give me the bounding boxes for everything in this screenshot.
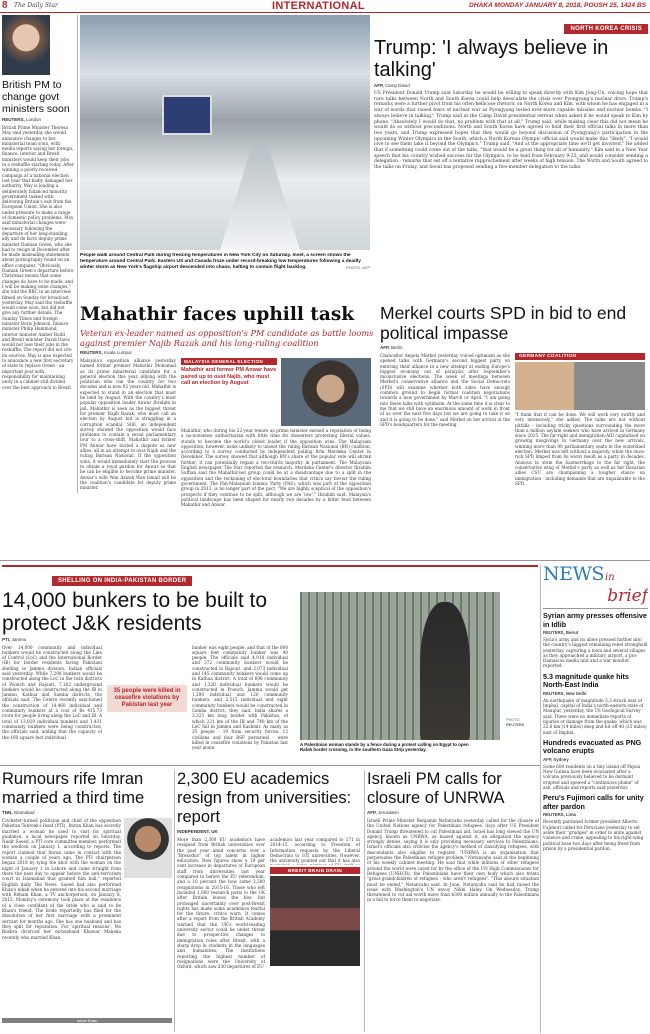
- brief-item: [543, 739, 648, 790]
- woman-figure: [420, 602, 470, 740]
- bunkers-col2: bunker was eight people, and that of the 800 square feet community bunker was 40 people. The officials said 4,918 individual and 372 community bunkers would be constructed in Rajouri, and 2,073 individual and 145 community bunkers would come up in Kathua district. A total of 698 community and 1,320 individual bunkers would be constructed in Poonch. Jammu would get 1,200 individual and 120 community bunkers, and 2,515 individual and eight community bunkers would be constructed in Samba district, they said. India shares a 3,323 km long border with Pakistan, of which 221 km of the IB and 740 km of the LoC fall in Jammu and Kashmir. As many as 35 people - 19 from security forces, 12 civilians and four BSF personnel - were killed in ceasefire violations by Pakistan last year alone.: [192, 644, 288, 751]
- merkel-kicker: GERMANY COALITION: [515, 353, 645, 360]
- gaza-credit: [506, 718, 536, 728]
- brief-item-source: REUTERS, Lima: [543, 812, 576, 818]
- bunkers-byline-agency: PTI,: [2, 636, 11, 642]
- brief-item-headline: Peru's Fujimori calls for unity after pardon: [543, 793, 644, 811]
- mahathir-headline: Mahathir faces uphill task: [80, 304, 355, 325]
- bunkers-col1: Over 14,000 community and individual bunkers would be constructed along the Line of Control (LoC) and the International Border (IB) for border residents facing Pakistani shelling in Jammu division, Indian officials said yesterday. While 7,298 bunkers would be constructed along the LoC in the twin districts of Poonch and Rajouri, 7,162 underground bunkers would be constructed along the IB in Jammu, Kathua and Samba districts, the officials said. The Centre recently sanctioned the construction of 14,460 individual and community bunkers at a cost of Rs 415.73 crore for people living along the LoC and IB. A total of 13,029 individual bunkers and 1,431 community bunkers were being constructed, the officials said, adding that the capacity of the 160 square feet individual: [2, 644, 102, 740]
- merkel-col2: "I think that it can be done. We will work very swiftly and very intensively," she added. The talks are not without pitfalls - including tricky questions surrounding the more than a million asylum seekers who have arrived in Germany since 2015. The far-right and immigration-AfD capitalised on growing misgivings in Germany over the new arrivals, winning more than 90 parliamentary seats in the watershed election. Merkel was left without a majority, while the once-rich SPD limped from its worst result as a party in decades. Anxious to stem the haemorrhage to the far right, the conservative wing of Merkel's party as well as her Bavarian allies CSU are championing a tougher stance on immigration - including demands that are unpalatable to the SPD.: [515, 412, 645, 486]
- brief-item-source: AFP, Sydney: [543, 756, 569, 762]
- may-body: British Prime Minister Theresa May said yesterday she would announce changes to her ministerial team soon, with media reports saying her foreign, finance, interior and Brexit ministers would keep their jobs in a reshuffle starting today. After winning a poorly-received campaign at a national election last year that badly damaged her authority, May is leading a deliberately balanced minority government tasked with delivering Britain's exit from the European Union. She is also under pressure to make a range of domestic policy problems. May said ministerial changes were necessary following the departure of her long-standing ally and de facto deputy prime minister Damian Green, who she had to resign in December after he made misleading statements about pornography found on an office computer. "Obviously, Damian Green's departure before Christmas means that some changes do have to be made, and I will be making some changes," she told the BBC in an interview filmed on Sunday for broadcast yesterday. May said the reshuffle would come soon, but did not give any further details. The Sunday Times and foreign minister Boris Johnson, finance minister Philip Hammond, interior minister Amber Rudd and Brexit minister David Davis would not lose their jobs in the reshuffle. The report did not cite its sources. May is also expected to announce a new first secretary of state to replace Green - an important post with responsibility for maintaining unity in a cabinet still divided over the best approach to Brexit.: [2, 125, 74, 390]
- brief-item: [543, 612, 648, 669]
- unrwa-byline-agency: AFP,: [367, 810, 377, 815]
- brief-item-source: REUTERS, New Delhi: [543, 690, 587, 696]
- imran-body: Cricketer-turned politician and chief of the opposition Pakistan Tehreek-i-Insaf (PTI), Imran Khan has secretly married a woman he used to visit for spiritual guidance, a local newspaper reported on Saturday. Nadir Saeed, a PTI core committee member, performed the wedlock on January 1, according to reports. The report claimed that Imran came in contact with the woman a couple of years ago. The PTI chairperson began 2018 by tying the knot with the woman on the night of January 1 in Lahore and came straight from there the next day to appear before the anti-terrorism court in Islamabad that granted him bail," reported English daily The News. Saeed had also performed Khan's nikah when he entered into his second marriage with Reham Khan, a TV anchorperson, on January 8, 2015. Monday's ceremony took place at the residence of a close confidant of the bride who is said to be Khan's friend. The bride reportedly has filed for the dissolution of her first marriage with a prominent servant for months ago. She has one husband and has they split for reputation. For 'spiritual reasons', Ms Bushra divorced her ex-husband Khawar Maneka recently who married Khan.: [2, 818, 121, 940]
- trump-body: US President Donald Trump said Saturday he would be willing to speak directly with Kim Jong-Un, voicing hope that rare talks between North and South Korea could help deescalate the crisis over Pyongyang's nuclear drive. Trump's remarks were a further pivot from his often-bellicose rhetoric on North Korea and Kim, with whom he has engaged in a war of words that raised fears of nuclear war as Pyongyang tested ever-more capable missiles and nuclear bombs. "I always believe in talking," Trump said at the Camp David presidential retreat when asked if he would speak to Kim by phone. "Absolutely I would do that, no problem with that at all," Trump said, while making clear this did not mean he would do so without preconditions. North and South Korea have agreed to hold their first official talks in more than two years, and Trump expressed hopes that they would go beyond discussion of Pyongyang's participation in the upcoming Winter Olympics in the South, which a North Korean Olympic official said would make this "likely". "I would love to see them take it beyond the Olympics," Trump said. "And at the appropriate time we'll get involved." He added that if something could come out of the talks, "that would be a great thing for all of humanity." Kim said in a New Year speech that his country wished success for the Olympics, to be held from February 9-25, and would consider sending a delegation - remarks that set off a tentative rapprochement after weeks of high tension. The North and South agreed to the talks on Friday, and Seoul has proposed sending a five-member delegation to the talks.: [374, 91, 648, 171]
- imran-photo-label: Imran Khan: [2, 1018, 172, 1023]
- may-photo: [2, 15, 50, 75]
- merkel-story: [380, 304, 648, 554]
- photo-credit: PHOTO: AFP: [346, 265, 370, 270]
- snow-path: [220, 145, 300, 250]
- central-park-photo: [80, 15, 370, 250]
- gaza-photo: [300, 592, 500, 740]
- brief-item-body: An earthquake of magnitude 5.3 struck east of Imphal, capital of India's north-eastern state of Manipur, yesterday, the US Geological Survey said. There were no immediate reports of injuries or damage from the quake, which was 22.6 km (14 miles) deep and hit off 40 (25 miles) east of Imphal.: [543, 697, 647, 735]
- brief-item: [543, 673, 648, 735]
- eu-col1: More than 2,300 EU academics have resigned from British universities over the past year amid concerns over a "Brexodus" of top talent in higher education. New figures show a 19 per cent increase in departures of European staff from universities last year compared to before the EU referendum, and a 10 percent the how some 2,300 resignations in 2015-16. Those who left included 1,000 research posts to the UK after Britain leaves the bloc but prolonged uncertainty over post-Brexit rights has made some academics fearful for the future, critics warn. It comes after a report from the British Academy warned that the UK's world-leading university sector could be under threat due to prospective changes to immigration rules after Brexit, with a sharp drop in students in the languages and humanities. The institutions reporting the highest number of resignations were the University of Oxford, which saw 230 departures of EU: [177, 837, 265, 970]
- may-byline-agency: REUTERS,: [2, 117, 25, 122]
- eu-byline-agency: INDEPENDENT, UK: [177, 829, 218, 834]
- eu-academics-story: [177, 770, 362, 1032]
- section-rule: [0, 560, 650, 561]
- brief-item-headline: Syrian army presses offensive in Idlib: [543, 611, 647, 629]
- brief-item-body: Some 600 residents on a tiny island off Papua New Guinea have been evacuated after a volcano previously believed to be dormant erupted and spewed a "continuous plume" of ash, officials and reports said yesterday.: [543, 763, 641, 791]
- bunkers-headline: 14,000 bunkers to be built to protect J&K residents: [2, 588, 268, 635]
- brief-item: [543, 794, 648, 851]
- imran-headline: Rumours rife Imran married a third time: [2, 770, 145, 807]
- unrwa-headline: Israeli PM calls for closure of UNRWA: [367, 770, 505, 807]
- mahathir-kicker: MALAYSIA GENERAL ELECTION: [181, 358, 277, 365]
- temperature-screen-inset: [162, 95, 212, 135]
- news-in-brief: [543, 565, 648, 1033]
- brief-title-news: NEWS: [543, 565, 605, 585]
- caption-text: People walk around Central Park during freezing temperatures in New York City on Saturday. Inset, a screen shows the temperature around Central Park. Eastern US and Canada froze under record-breaking low temperatures following a deadly winter storm as New York's flagship airport descended into chaos, halting to contain flight backlog.: [80, 253, 361, 270]
- mahathir-col1: Malaysia's opposition alliance yesterday named former premier Mahathir Mohamad as its prime ministerial candidate for a general election this year, allying with the politician who ran the country for two decades and is now 92 years old. Mahathir is expected to stand in an election that must be held by August. With the country's most popular opposition leader Anwar Ibrahim in jail, Mahathir is seen as the biggest threat for premier Najib Razak, who must call an election by August but is struggling in a corruption scandal. Still, an independent survey showed the opposition would face problems to contain a serial parliamentary tour to a cross-shift. Mahathir and former PM Anwar have buried a dispute as new allies, all in an attempt to oust Najib and the ruling Barisan Nasional. If the opposition wins, it would immediately start the process to obtain a royal pardon for Anwar so that he can be eligible to become prime minister. Anwar's wife Wan Azizah Wan Ismail will be the coalition's candidate for deputy prime minister.: [80, 358, 176, 491]
- trump-byline-city: Camp David: [384, 83, 410, 88]
- divider: [174, 770, 175, 1032]
- imran-byline-agency: TNN,: [2, 810, 13, 815]
- mahathir-pull-quote: Mahathir and former PM Anwar have paired up to oust Najib, who must call an election by August: [181, 367, 277, 387]
- trump-story: [374, 15, 648, 303]
- mahathir-byline-agency: REUTERS,: [80, 350, 103, 355]
- mahathir-byline-city: Kuala Lumpur: [104, 350, 133, 355]
- may-story: [2, 15, 74, 493]
- paper-name: The Daily Star: [14, 2, 58, 9]
- mahathir-story: [80, 304, 374, 554]
- imran-byline-city: Islamabad: [13, 810, 35, 815]
- imran-photo: [76, 818, 172, 1023]
- gaza-credit-agency: REUTERS: [506, 723, 525, 727]
- mahathir-photo: [281, 358, 371, 426]
- trump-byline-agency: AFP,: [374, 83, 384, 88]
- eu-headline: 2,300 EU academics resign from universities: report: [177, 770, 352, 826]
- eu-kicker: BREXIT BRAIN DRAIN: [270, 867, 360, 874]
- imran-story: [2, 770, 172, 1032]
- brief-item-body: Recently pardoned former president Alberto Fujimori called for Peruvians yesterday to set aside their "grudges" in order to unite against violence and crime, appealing to his right-wing political base two days after being freed from prison by a presidential pardon.: [543, 819, 644, 851]
- bunkers-pull-quote: 35 people were killed in ceasefire violations by Pakistan last year: [107, 685, 187, 713]
- masthead: [0, 0, 650, 13]
- may-headline: British PM to change govt ministers soon: [2, 79, 70, 115]
- divider: [77, 15, 78, 493]
- gaza-caption: A Palestinian woman stands by a fence during a protest calling on Egypt to open Rafah border crossing, in the southern Gaza Strip yesterday.: [300, 742, 469, 753]
- gaza-credit-label: PHOTO:: [506, 718, 521, 722]
- divider: [364, 770, 365, 1032]
- section-title: INTERNATIONAL: [272, 0, 365, 12]
- brief-title: [543, 565, 648, 587]
- trump-kicker: NORTH KOREA CRISIS: [564, 24, 648, 34]
- brief-item-headline: Hundreds evacuated as PNG volcano erupts: [543, 737, 642, 756]
- divider: [540, 565, 541, 1033]
- bunkers-byline-city: Jammu: [11, 636, 27, 642]
- central-park-caption: [80, 253, 370, 297]
- page-number: 8: [2, 0, 8, 11]
- brief-item-source: REUTERS, Beirut: [543, 630, 579, 635]
- mahathir-deck: Veteran ex-leader named as opposition's PM candidate as battle looms against premier Najib Razak and his long-ruling coalition: [80, 328, 374, 348]
- may-byline-city: London: [26, 117, 42, 122]
- brief-item-body: Syria's army and its allies pressed further into the country's biggest remaining rebel stronghold yesterday, capturing a town and several villages as they approached a military airport, a pro-Damascus media unit and a war monitor reported.: [543, 637, 648, 669]
- unrwa-body: Israeli Prime Minister Benjamin Netanyahu yesterday called for the closure of the United Nations agency for Palestinian refugees, days after US President Donald Trump threatened to cut Palestinian aid. Israel has long viewed the UN agency, known as UNRWA, as biased against it, an allegation the agency strongly denies, saying it is only providing necessary services to Palestinians. Israel's officials also criticise the agency's method of classifying refugees, with descendants also eligible to register. "UNRWA is an organisation that perpetuates the Palestinian refugee problem," Netanyahu said at the beginning of his weekly cabinet meeting. He said that while millions of other refugees around the world were cared for by the office of the UN High Commissioner for Refugees (UNHCR), the Palestinians have their own body which also treats "great-grandchildren of refugees - who aren't refugees". "This absurd situation must be ended," Netanyahu said. In June, Netanyahu said he had raised the issue with Washington's UN envoy Nikki Haley. On Wednesday, Trump threatened to cut aid worth more than $300 million annually to the Palestinians in a bid to force them to negotiate.: [367, 818, 539, 903]
- graduates-photo: [270, 876, 360, 966]
- brief-item-headline: 5.3 magnitude quake hits North-East India: [543, 671, 629, 690]
- merkel-byline-city: Berlin: [390, 345, 403, 350]
- bunkers-kicker: SHELLING ON INDIA-PAKISTAN BORDER: [52, 576, 192, 586]
- trump-headline: Trump: 'I always believe in talking': [374, 37, 609, 81]
- brief-title-in: in: [605, 572, 615, 583]
- merkel-photo: [515, 362, 645, 410]
- brief-title-brief: brief: [607, 586, 648, 606]
- eu-col2: academics last year compared to 171 in 2014-15, according to Freedom of Information requests by the Liberal Democrats to 105 universities. However, the university pointed out that it has also: [270, 837, 360, 864]
- section-rule: [0, 765, 540, 766]
- unrwa-story: [367, 770, 539, 1032]
- merkel-headline: Merkel courts SPD in bid to end political impasse: [380, 304, 627, 343]
- merkel-col1: Chancellor Angela Merkel yesterday voiced optimism as she opened talks with Germany's second biggest party on entering their alliance in a new attempt at ending Europe's biggest economy out of paralysis after September's inconclusive elections. The week of meetings between Merkel's conservative alliance and the Social Democrats (SPD) will examine whether both sides have enough common ground to begin formal coalition negotiations towards a new government by March or April. "I am going into these talks with optimism. At the same time it is clear to me that we still have an enormous amount of work in front of us over the next five days but we are going to take it on and it is going to be done," said Merkel on her arrival at the SPD's headquarters for the meeting.: [380, 353, 510, 427]
- mahathir-col2: Mahathir, who during his 22-year tenure as prime minister earned a reputation of being a no-nonsense authoritarian with little time for dissenters protesting liberal values, stands to become the world's oldest leader if the opposition wins. The Malaysian opposition, however, looks unlikely to unseat the ruling Barisan Nasional (BN) coalition, according to a survey conducted by independent polling firm Merdeka Center in December. The survey showed that although BN's share of the popular vote will shrink further, it can potentially regain a two-thirds majority in parliament. The Malaysian English newspaper The Star reported the research. Merdeka Center's director Ibrahim Suffian said the Mahathir-led group could be at a disadvantage due to a split in the opposition and the reckoning of electoral boundaries that critics say favour the ruling government. The Pan-Malaysian Islamic Party (PAS), which was part of the opposition group in 2013, is no longer part of the pact. "We are highly sceptical of the opposition's prospects if they continue to be split, although we are 'low'," Ibrahim said. Malaysia's political landscape has been shaped for nearly two decades by a bitter feud between Mahathir and Anwar.: [181, 428, 371, 508]
- dateline: DHAKA MONDAY JANUARY 8, 2018, POUSH 25, 1424 BS: [469, 2, 646, 9]
- merkel-byline-agency: AFP,: [380, 345, 390, 350]
- unrwa-byline-city: Jerusalem: [377, 810, 399, 815]
